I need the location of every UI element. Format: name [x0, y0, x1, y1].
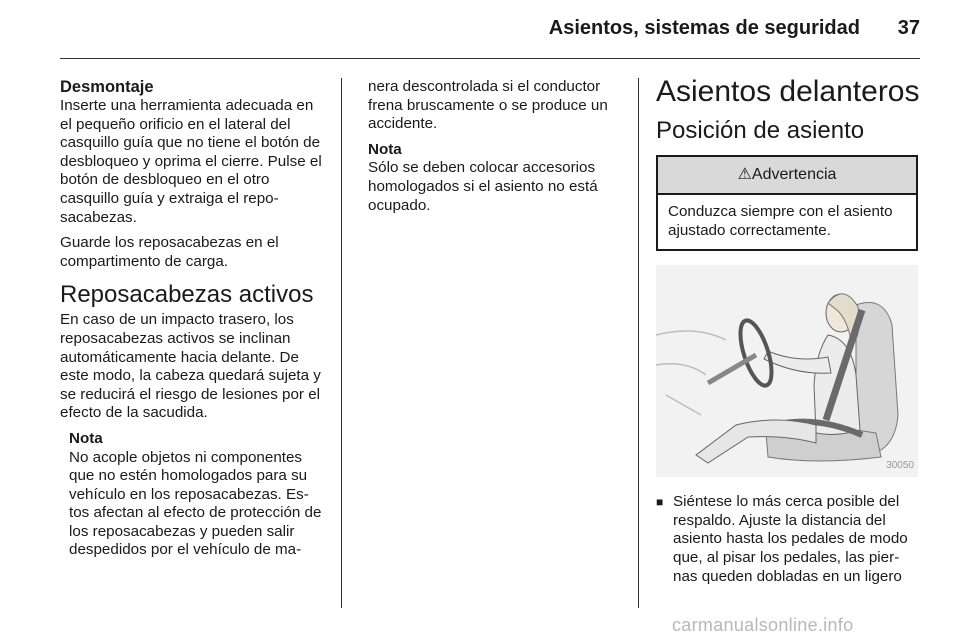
note-text: Sólo se deben colocar accesorios homologados si el asiento no está ocupado.	[368, 159, 598, 214]
paragraph-continued: nera descontrolada si el conductor frena bruscamente o se produce un accidente.	[368, 78, 608, 133]
paragraph-impacto: En caso de un impacto trasero, los reposacabezas activos se inclinan automáticamente hacia delante. De este modo, la cabeza quedará sujeta y se reducirá el riesgo de lesiones por el efecto de la sacudida.	[60, 311, 321, 422]
note-title: Nota	[368, 140, 402, 158]
header-rule	[60, 58, 920, 59]
subheading-desmontaje: Desmontaje	[60, 78, 154, 96]
heading-reposacabezas-activos: Reposacabezas activos	[60, 281, 314, 309]
heading-posicion-asiento: Posición de asiento	[656, 117, 865, 144]
driver-seated-icon	[656, 265, 918, 477]
column-divider-2	[638, 78, 639, 608]
seat-position-illustration	[656, 265, 918, 477]
column-divider-1	[341, 78, 342, 608]
note-box-1	[60, 430, 328, 560]
warning-box	[656, 155, 918, 251]
heading-asientos-delanteros: Asientos delanteros	[656, 75, 920, 108]
bullet-text: Siéntese lo más cerca posible del respaldo. Ajuste la distancia del asiento hasta los pedales de modo que, al pisar los pedales, las pier-nas queden dobladas en un ligero	[673, 493, 908, 585]
column-1	[60, 78, 328, 560]
page-header	[0, 0, 960, 58]
column-2	[368, 78, 626, 215]
note-text: No acople objetos ni componentes que no estén homologados para su vehículo en los reposacabezas. Es-tos afectan al efecto de protección de los reposacabezas y pueden salir despedidos por el vehículo de ma-	[69, 448, 322, 559]
paragraph-desmontaje: Inserte una herramienta adecuada en el pequeño orificio en el lateral del casquillo guía que no tiene el botón de desbloqueo y oprima el cierre. Pulse el botón de desbloqueo en el otro casquillo guía y extraiga el repo-sacabezas.	[60, 97, 322, 226]
note-title: Nota	[69, 429, 103, 447]
column-3	[656, 75, 922, 586]
header-title: Asientos, sistemas de seguridad	[548, 17, 860, 39]
note-box-2	[368, 141, 626, 215]
warning-icon: ⚠	[737, 166, 752, 183]
warning-text: Conduzca siempre con el asiento ajustado correctamente.	[668, 203, 893, 239]
page-number: 37	[897, 17, 920, 39]
watermark: carmanualsonline.info	[672, 615, 854, 635]
warning-title: Advertencia	[751, 166, 837, 183]
paragraph-guarde: Guarde los reposacabezas en el compartimento de carga.	[60, 234, 279, 270]
warning-header	[658, 157, 916, 195]
bullet-square-icon: ■	[656, 495, 664, 510]
figure-number: 30050	[886, 459, 914, 471]
bullet-item	[656, 493, 922, 586]
